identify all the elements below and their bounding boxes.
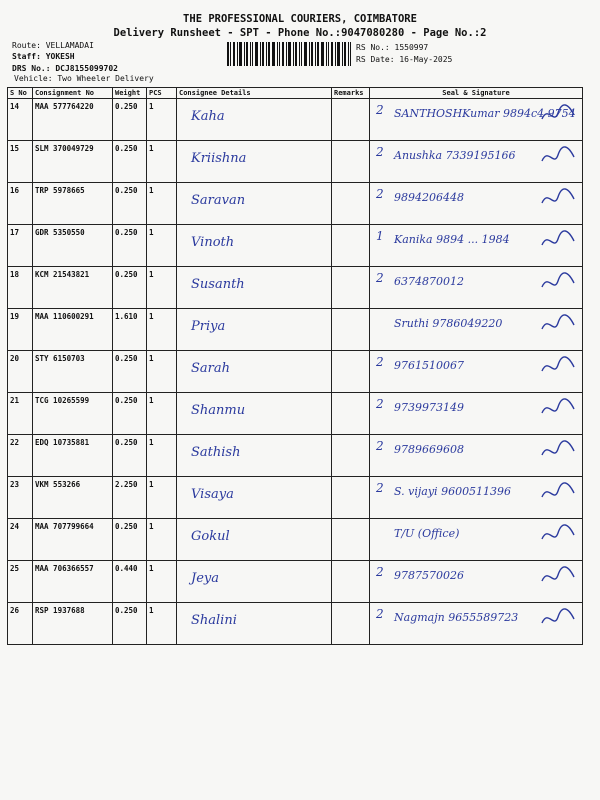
consignee-handwriting: Gokul bbox=[191, 529, 230, 544]
signature-scribble bbox=[540, 605, 576, 631]
signature-handwriting: SANTHOSHKumar 9894c4 9754 bbox=[394, 107, 576, 120]
consignee-cell bbox=[177, 141, 332, 183]
table-row bbox=[8, 309, 583, 351]
remarks-cell bbox=[332, 435, 370, 477]
remarks-cell bbox=[332, 99, 370, 141]
pcs-cell: 1 bbox=[147, 435, 177, 477]
remarks-cell bbox=[332, 393, 370, 435]
signature-mark: 2 bbox=[376, 607, 384, 621]
signature-handwriting: S. vijayi 9600511396 bbox=[394, 485, 512, 498]
sno-cell: 25 bbox=[8, 561, 33, 603]
signature-mark: 2 bbox=[376, 355, 384, 369]
consignee-cell bbox=[177, 603, 332, 645]
signature-handwriting: 9787570026 bbox=[394, 569, 464, 582]
signature-scribble bbox=[540, 437, 576, 463]
signature-cell bbox=[370, 183, 583, 225]
consignment-cell: STY 6150703 bbox=[33, 351, 113, 393]
remarks-cell bbox=[332, 561, 370, 603]
signature-cell bbox=[370, 561, 583, 603]
consignee-cell bbox=[177, 477, 332, 519]
consignment-cell: SLM 370049729 bbox=[33, 141, 113, 183]
pcs-cell: 1 bbox=[147, 519, 177, 561]
signature-mark: 1 bbox=[376, 229, 384, 243]
weight-cell: 0.250 bbox=[113, 267, 147, 309]
col-remarks: Remarks bbox=[332, 88, 370, 99]
consignment-cell: KCM 21543821 bbox=[33, 267, 113, 309]
table-row bbox=[8, 603, 583, 645]
pcs-cell: 1 bbox=[147, 603, 177, 645]
consignee-cell bbox=[177, 267, 332, 309]
signature-scribble bbox=[540, 143, 576, 169]
col-pcs: PCS bbox=[147, 88, 177, 99]
sno-cell: 15 bbox=[8, 141, 33, 183]
consignment-cell: EDQ 10735881 bbox=[33, 435, 113, 477]
consignee-handwriting: Kaha bbox=[191, 109, 225, 124]
sno-cell: 26 bbox=[8, 603, 33, 645]
rs-date: RS Date: 16-May-2025 bbox=[356, 55, 453, 64]
rs-info bbox=[356, 42, 452, 66]
consignment-cell: TCG 10265599 bbox=[33, 393, 113, 435]
signature-cell bbox=[370, 309, 583, 351]
pcs-cell: 1 bbox=[147, 561, 177, 603]
pcs-cell: 1 bbox=[147, 183, 177, 225]
consignee-handwriting: Visaya bbox=[191, 487, 234, 502]
signature-cell bbox=[370, 435, 583, 477]
table-row bbox=[8, 183, 583, 225]
sno-cell: 19 bbox=[8, 309, 33, 351]
sno-cell: 22 bbox=[8, 435, 33, 477]
remarks-cell bbox=[332, 519, 370, 561]
weight-cell: 1.610 bbox=[113, 309, 147, 351]
consignee-cell bbox=[177, 435, 332, 477]
signature-cell bbox=[370, 141, 583, 183]
pcs-cell: 1 bbox=[147, 141, 177, 183]
signature-scribble bbox=[540, 311, 576, 337]
remarks-cell bbox=[332, 141, 370, 183]
consignee-cell bbox=[177, 519, 332, 561]
pcs-cell: 1 bbox=[147, 267, 177, 309]
weight-cell: 0.250 bbox=[113, 183, 147, 225]
consignment-cell: VKM 553266 bbox=[33, 477, 113, 519]
consignment-cell: TRP 5978665 bbox=[33, 183, 113, 225]
consignment-cell: MAA 707799664 bbox=[33, 519, 113, 561]
signature-handwriting: Nagmajn 9655589723 bbox=[394, 611, 519, 624]
weight-cell: 0.250 bbox=[113, 393, 147, 435]
weight-cell: 0.250 bbox=[113, 603, 147, 645]
sno-cell: 24 bbox=[8, 519, 33, 561]
consignment-cell: MAA 706366557 bbox=[33, 561, 113, 603]
signature-cell bbox=[370, 519, 583, 561]
signature-scribble bbox=[540, 353, 576, 379]
consignee-cell bbox=[177, 393, 332, 435]
table-row bbox=[8, 477, 583, 519]
remarks-cell bbox=[332, 351, 370, 393]
signature-handwriting: 9739973149 bbox=[394, 401, 464, 414]
col-seal: Seal & Signature bbox=[370, 88, 583, 99]
consignee-cell bbox=[177, 99, 332, 141]
sno-cell: 23 bbox=[8, 477, 33, 519]
pcs-cell: 1 bbox=[147, 309, 177, 351]
vehicle-label: Vehicle: Two Wheeler Delivery bbox=[14, 74, 154, 83]
signature-handwriting: 9789669608 bbox=[394, 443, 464, 456]
pcs-cell: 1 bbox=[147, 351, 177, 393]
signature-cell bbox=[370, 603, 583, 645]
remarks-cell bbox=[332, 267, 370, 309]
table-row bbox=[8, 561, 583, 603]
consignee-handwriting: Sarah bbox=[191, 361, 230, 376]
consignee-cell bbox=[177, 561, 332, 603]
signature-scribble bbox=[540, 395, 576, 421]
weight-cell: 0.250 bbox=[113, 435, 147, 477]
signature-handwriting: Anushka 7339195166 bbox=[394, 149, 516, 162]
signature-scribble bbox=[540, 269, 576, 295]
signature-scribble bbox=[540, 521, 576, 547]
table-row bbox=[8, 393, 583, 435]
sno-cell: 14 bbox=[8, 99, 33, 141]
col-consignee: Consignee Details bbox=[177, 88, 332, 99]
weight-cell: 0.250 bbox=[113, 141, 147, 183]
consignee-handwriting: Kriishna bbox=[191, 151, 247, 166]
weight-cell: 0.250 bbox=[113, 351, 147, 393]
signature-cell bbox=[370, 225, 583, 267]
signature-cell bbox=[370, 267, 583, 309]
signature-cell bbox=[370, 99, 583, 141]
pcs-cell: 1 bbox=[147, 477, 177, 519]
col-consignment: Consignment No bbox=[33, 88, 113, 99]
staff-label: Staff: YOKESH bbox=[12, 52, 75, 61]
signature-scribble bbox=[540, 185, 576, 211]
table-row bbox=[8, 435, 583, 477]
remarks-cell bbox=[332, 183, 370, 225]
table-header-row bbox=[8, 88, 583, 99]
consignment-cell: RSP 1937688 bbox=[33, 603, 113, 645]
consignment-cell: GDR 5350550 bbox=[33, 225, 113, 267]
consignment-cell: MAA 110600291 bbox=[33, 309, 113, 351]
signature-mark: 2 bbox=[376, 187, 384, 201]
rs-number: RS No.: 1550997 bbox=[356, 43, 429, 52]
consignee-handwriting: Vinoth bbox=[191, 235, 235, 250]
sno-cell: 20 bbox=[8, 351, 33, 393]
sno-cell: 17 bbox=[8, 225, 33, 267]
weight-cell: 0.250 bbox=[113, 519, 147, 561]
signature-cell bbox=[370, 393, 583, 435]
signature-scribble bbox=[540, 101, 576, 127]
col-sno: S No bbox=[8, 88, 33, 99]
consignee-cell bbox=[177, 309, 332, 351]
consignee-handwriting: Saravan bbox=[191, 193, 246, 208]
signature-handwriting: T/U (Office) bbox=[394, 527, 460, 540]
barcode bbox=[227, 42, 351, 66]
consignee-cell bbox=[177, 183, 332, 225]
signature-handwriting: Kanika 9894 ... 1984 bbox=[394, 233, 510, 246]
company-title: THE PROFESSIONAL COURIERS, COIMBATORE bbox=[183, 13, 417, 25]
consignment-cell: MAA 577764220 bbox=[33, 99, 113, 141]
signature-mark: 2 bbox=[376, 481, 384, 495]
signature-handwriting: 9761510067 bbox=[394, 359, 464, 372]
signature-cell bbox=[370, 351, 583, 393]
runsheet-table bbox=[7, 87, 583, 645]
pcs-cell: 1 bbox=[147, 225, 177, 267]
weight-cell: 0.440 bbox=[113, 561, 147, 603]
consignee-cell bbox=[177, 351, 332, 393]
table-row bbox=[8, 141, 583, 183]
signature-mark: 2 bbox=[376, 145, 384, 159]
signature-mark: 2 bbox=[376, 565, 384, 579]
signature-mark: 2 bbox=[376, 439, 384, 453]
signature-mark: 2 bbox=[376, 397, 384, 411]
table-row bbox=[8, 225, 583, 267]
consignee-handwriting: Jeya bbox=[191, 571, 219, 586]
table-row bbox=[8, 99, 583, 141]
signature-handwriting: 9894206448 bbox=[394, 191, 464, 204]
consignee-handwriting: Sathish bbox=[191, 445, 241, 460]
signature-mark: 2 bbox=[376, 103, 384, 117]
signature-mark: 2 bbox=[376, 271, 384, 285]
col-weight: Weight bbox=[113, 88, 147, 99]
remarks-cell bbox=[332, 477, 370, 519]
remarks-cell bbox=[332, 603, 370, 645]
table-row bbox=[8, 351, 583, 393]
sno-cell: 18 bbox=[8, 267, 33, 309]
table-row bbox=[8, 519, 583, 561]
weight-cell: 2.250 bbox=[113, 477, 147, 519]
sno-cell: 21 bbox=[8, 393, 33, 435]
signature-scribble bbox=[540, 227, 576, 253]
pcs-cell: 1 bbox=[147, 393, 177, 435]
signature-scribble bbox=[540, 563, 576, 589]
drs-number: DRS No.: DCJ8155099702 bbox=[12, 64, 118, 73]
consignee-handwriting: Priya bbox=[191, 319, 226, 334]
table-row bbox=[8, 267, 583, 309]
consignee-handwriting: Shanmu bbox=[191, 403, 246, 418]
weight-cell: 0.250 bbox=[113, 99, 147, 141]
weight-cell: 0.250 bbox=[113, 225, 147, 267]
remarks-cell bbox=[332, 225, 370, 267]
consignee-handwriting: Susanth bbox=[191, 277, 245, 292]
route-label: Route: VELLAMADAI bbox=[12, 41, 94, 50]
signature-handwriting: 6374870012 bbox=[394, 275, 464, 288]
consignee-handwriting: Shalini bbox=[191, 613, 237, 628]
consignee-cell bbox=[177, 225, 332, 267]
signature-handwriting: Sruthi 9786049220 bbox=[394, 317, 503, 330]
runsheet-subtitle: Delivery Runsheet - SPT - Phone No.:9047080280 - Page No.:2 bbox=[113, 27, 487, 39]
signature-scribble bbox=[540, 479, 576, 505]
pcs-cell: 1 bbox=[147, 99, 177, 141]
remarks-cell bbox=[332, 309, 370, 351]
signature-cell bbox=[370, 477, 583, 519]
sno-cell: 16 bbox=[8, 183, 33, 225]
